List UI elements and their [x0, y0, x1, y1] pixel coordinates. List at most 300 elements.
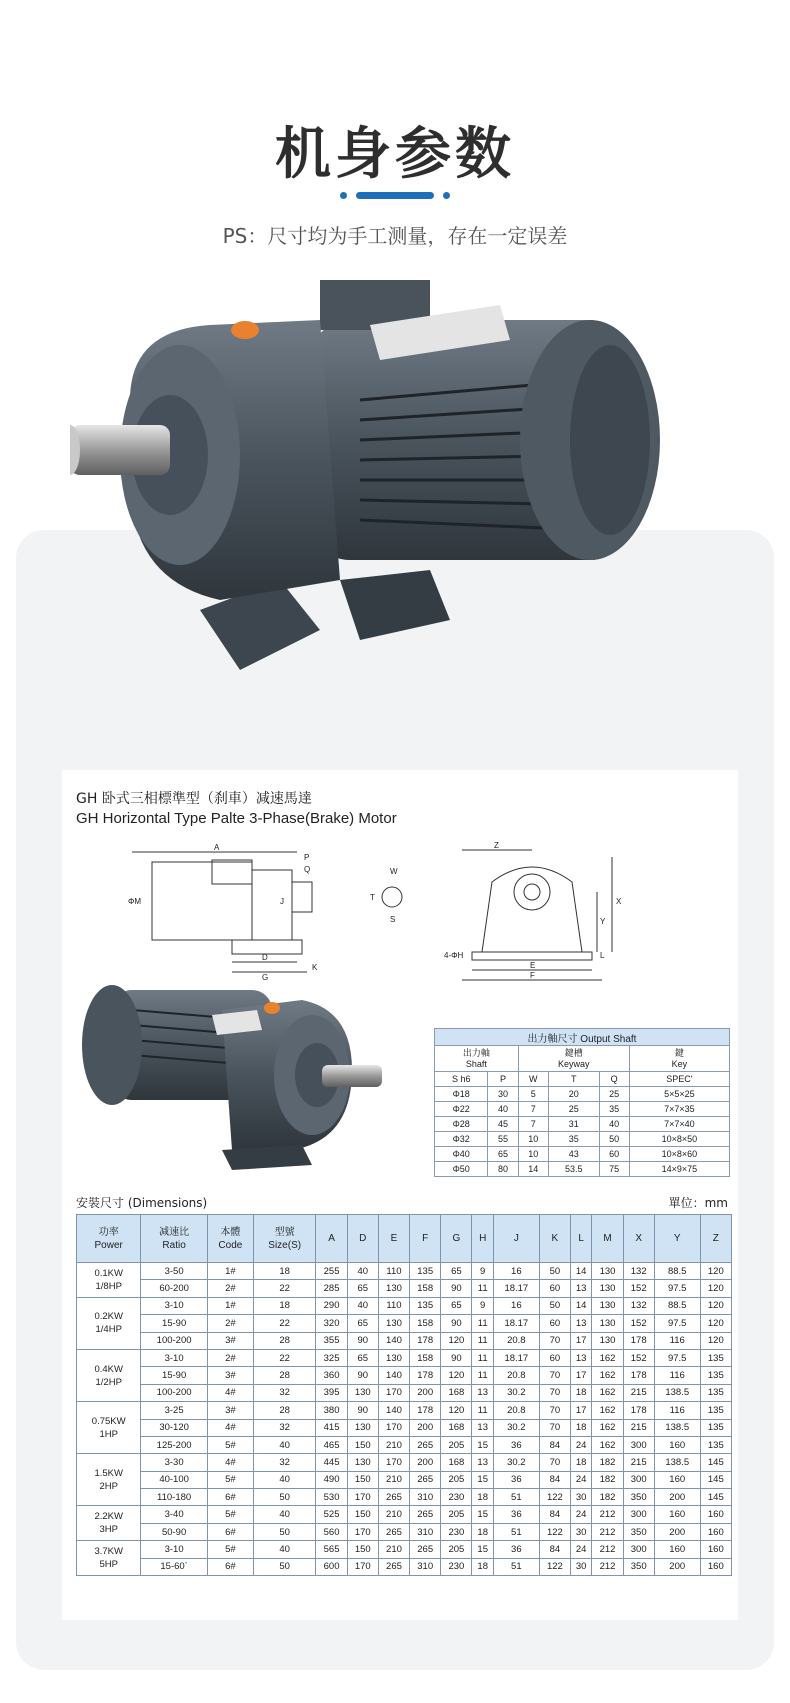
table-cell: 135: [700, 1367, 731, 1384]
power-cell: [77, 1454, 141, 1506]
table-cell: 65: [347, 1280, 378, 1297]
table-cell: 24: [570, 1436, 591, 1453]
table-cell: 18.17: [493, 1315, 539, 1332]
table-cell: 10: [518, 1132, 548, 1147]
table-cell: 290: [316, 1297, 347, 1314]
power-cell: [77, 1541, 141, 1576]
table-cell: 90: [441, 1280, 472, 1297]
table-row: [435, 1132, 730, 1147]
table-cell: 80: [488, 1162, 518, 1177]
table-cell: 6#: [207, 1523, 253, 1540]
drawing-label: ΦM: [128, 897, 142, 906]
table-cell: 490: [316, 1471, 347, 1488]
table-cell: 130: [378, 1315, 409, 1332]
table-cell: 70: [539, 1419, 570, 1436]
column-header-cn: A: [328, 1233, 335, 1244]
table-cell: 90: [441, 1315, 472, 1332]
table-cell: 360: [316, 1367, 347, 1384]
table-row: [77, 1558, 732, 1575]
table-cell: 130: [592, 1263, 623, 1280]
table-cell: 210: [378, 1541, 409, 1558]
table-cell: 11: [472, 1280, 493, 1297]
sheet-title-en: GH Horizontal Type Palte 3-Phase(Brake) Motor: [76, 810, 397, 827]
table-cell: 9: [472, 1263, 493, 1280]
table-cell: 140: [378, 1367, 409, 1384]
table-cell: 50: [539, 1263, 570, 1280]
column-header-en: Size(S): [268, 1239, 302, 1251]
table-cell: 395: [316, 1384, 347, 1401]
table-row: [435, 1102, 730, 1117]
column-header: [623, 1215, 654, 1263]
shaft-group-header: 出力軸 Shaft: [435, 1046, 519, 1072]
table-cell: 160: [654, 1471, 700, 1488]
table-cell: 325: [316, 1349, 347, 1366]
power-hp: 1/2HP: [95, 1376, 122, 1388]
column-header: [700, 1215, 731, 1263]
table-cell: 350: [623, 1523, 654, 1540]
table-cell: 14: [570, 1297, 591, 1314]
table-cell: 205: [441, 1436, 472, 1453]
table-cell: 110-180: [141, 1489, 207, 1506]
table-cell: 152: [623, 1349, 654, 1366]
table-cell: 30.2: [493, 1384, 539, 1401]
power-kw: 1.5KW: [94, 1467, 123, 1479]
table-cell: 162: [592, 1349, 623, 1366]
table-cell: 28: [253, 1367, 316, 1384]
table-cell: 130: [378, 1280, 409, 1297]
table-cell: 30: [570, 1489, 591, 1506]
table-cell: 40: [253, 1436, 316, 1453]
table-cell: 355: [316, 1332, 347, 1349]
drawing-label: A: [214, 843, 220, 852]
table-cell: 120: [700, 1297, 731, 1314]
column-header-cn: J: [513, 1233, 519, 1244]
column-header: [539, 1215, 570, 1263]
column-header: [441, 1215, 472, 1263]
power-hp: 2HP: [99, 1480, 118, 1492]
table-cell: 15-90: [141, 1367, 207, 1384]
column-header-en: Power: [94, 1239, 123, 1251]
drawing-label: X: [616, 897, 622, 906]
power-cell: [77, 1349, 141, 1401]
table-cell: 90: [347, 1367, 378, 1384]
table-cell: 30: [488, 1087, 518, 1102]
table-cell: 178: [410, 1367, 441, 1384]
dimensions-label: 安裝尺寸 (Dimensions): [76, 1196, 208, 1210]
column-header: [378, 1215, 409, 1263]
table-cell: 20.8: [493, 1332, 539, 1349]
table-row: [77, 1384, 732, 1401]
table-cell: 212: [592, 1523, 623, 1540]
page-title: 机身参数: [275, 122, 515, 187]
table-cell: 16: [493, 1263, 539, 1280]
table-cell: 100-200: [141, 1384, 207, 1401]
table-cell: 18: [570, 1454, 591, 1471]
table-cell: 158: [410, 1349, 441, 1366]
table-row: [77, 1349, 732, 1366]
table-cell: 20.8: [493, 1402, 539, 1419]
table-cell: 525: [316, 1506, 347, 1523]
drawing-label: 4-ΦH: [444, 951, 464, 960]
table-cell: 162: [592, 1436, 623, 1453]
table-cell: 18.17: [493, 1349, 539, 1366]
table-cell: 15: [472, 1506, 493, 1523]
table-cell: 84: [539, 1471, 570, 1488]
table-cell: 55: [488, 1132, 518, 1147]
column-header-cn: F: [422, 1233, 429, 1244]
table-cell: 5#: [207, 1471, 253, 1488]
column-header-cn: L: [578, 1233, 584, 1244]
table-cell: 15: [472, 1436, 493, 1453]
shaft-column-header: S h6: [435, 1072, 488, 1087]
table-cell: 11: [472, 1349, 493, 1366]
drawing-label: P: [304, 853, 310, 862]
column-header-cn: Y: [673, 1233, 681, 1244]
table-cell: 30: [570, 1523, 591, 1540]
table-cell: 32: [253, 1384, 316, 1401]
power-hp: 1/8HP: [95, 1280, 122, 1292]
table-cell: 70: [539, 1332, 570, 1349]
table-cell: 125-200: [141, 1436, 207, 1453]
column-header-cn: M: [603, 1233, 612, 1244]
table-cell: 25: [599, 1087, 629, 1102]
table-cell: 200: [654, 1523, 700, 1540]
table-cell: 90: [347, 1402, 378, 1419]
table-cell: 65: [347, 1349, 378, 1366]
table-cell: 36: [493, 1471, 539, 1488]
table-cell: 135: [700, 1384, 731, 1401]
table-cell: 2#: [207, 1315, 253, 1332]
column-header: [316, 1215, 347, 1263]
table-cell: 70: [539, 1454, 570, 1471]
table-cell: 158: [410, 1315, 441, 1332]
drawing-label: D: [262, 953, 268, 962]
power-kw: 0.1KW: [94, 1267, 123, 1279]
table-cell: 3-10: [141, 1349, 207, 1366]
table-cell: 7: [518, 1117, 548, 1132]
sheet-title-cn: GH 卧式三相標準型（刹車）减速馬達: [76, 791, 312, 807]
table-cell: 265: [410, 1506, 441, 1523]
table-cell: 18.17: [493, 1280, 539, 1297]
table-cell: 150: [347, 1471, 378, 1488]
table-cell: 13: [570, 1315, 591, 1332]
table-cell: 51: [493, 1523, 539, 1540]
table-cell: 265: [410, 1471, 441, 1488]
table-cell: 200: [410, 1419, 441, 1436]
table-cell: 168: [441, 1454, 472, 1471]
table-cell: 3#: [207, 1332, 253, 1349]
table-cell: 300: [623, 1541, 654, 1558]
table-cell: 380: [316, 1402, 347, 1419]
table-cell: 265: [410, 1436, 441, 1453]
table-cell: 15-60`: [141, 1558, 207, 1575]
table-cell: 265: [378, 1558, 409, 1575]
table-cell: 145: [700, 1489, 731, 1506]
table-cell: 465: [316, 1436, 347, 1453]
table-cell: 530: [316, 1489, 347, 1506]
table-cell: 415: [316, 1419, 347, 1436]
power-hp: 1HP: [99, 1428, 118, 1440]
table-cell: 4#: [207, 1384, 253, 1401]
table-cell: 3-10: [141, 1541, 207, 1558]
table-cell: 5×5×25: [629, 1087, 729, 1102]
table-cell: 18: [472, 1523, 493, 1540]
table-cell: 116: [654, 1367, 700, 1384]
table-cell: 300: [623, 1471, 654, 1488]
table-cell: 182: [592, 1454, 623, 1471]
table-cell: 120: [700, 1315, 731, 1332]
table-cell: 300: [623, 1506, 654, 1523]
power-kw: 3.7KW: [94, 1546, 123, 1558]
drawing-label: L: [600, 951, 605, 960]
table-cell: 160: [700, 1541, 731, 1558]
table-cell: 60: [539, 1280, 570, 1297]
table-cell: 20.8: [493, 1367, 539, 1384]
column-header: [570, 1215, 591, 1263]
table-cell: 200: [654, 1558, 700, 1575]
divider-bar: [356, 192, 434, 199]
column-header-cn: E: [390, 1233, 398, 1244]
table-cell: 300: [623, 1436, 654, 1453]
table-cell: 145: [700, 1454, 731, 1471]
table-cell: 5: [518, 1087, 548, 1102]
table-cell: 18: [570, 1419, 591, 1436]
table-cell: 24: [570, 1506, 591, 1523]
table-cell: 135: [700, 1419, 731, 1436]
table-cell: 14×9×75: [629, 1162, 729, 1177]
drawing-label: T: [370, 893, 375, 902]
table-cell: 18: [472, 1489, 493, 1506]
table-cell: 170: [378, 1384, 409, 1401]
column-header: [253, 1215, 316, 1263]
table-cell: 170: [347, 1523, 378, 1540]
table-row: [77, 1471, 732, 1488]
table-cell: 70: [539, 1384, 570, 1401]
table-row: [435, 1087, 730, 1102]
table-cell: 3-10: [141, 1297, 207, 1314]
table-cell: 116: [654, 1402, 700, 1419]
table-cell: 138.5: [654, 1454, 700, 1471]
table-cell: 7: [518, 1102, 548, 1117]
table-cell: 120: [700, 1332, 731, 1349]
table-cell: 16: [493, 1297, 539, 1314]
table-row: [77, 1263, 732, 1280]
table-cell: 2#: [207, 1349, 253, 1366]
table-cell: 6#: [207, 1558, 253, 1575]
table-cell: 90: [347, 1332, 378, 1349]
table-cell: 210: [378, 1471, 409, 1488]
table-cell: 132: [623, 1263, 654, 1280]
power-cell: [77, 1263, 141, 1298]
table-row: [77, 1541, 732, 1558]
table-cell: 122: [539, 1489, 570, 1506]
table-cell: 97.5: [654, 1315, 700, 1332]
title-divider: [340, 190, 450, 200]
column-header: [493, 1215, 539, 1263]
table-cell: 150: [347, 1436, 378, 1453]
table-row: [77, 1436, 732, 1453]
table-cell: 10: [518, 1147, 548, 1162]
table-cell: 170: [347, 1558, 378, 1575]
table-cell: 138.5: [654, 1384, 700, 1401]
table-cell: 60-200: [141, 1280, 207, 1297]
table-cell: 22: [253, 1315, 316, 1332]
power-hp: 3HP: [99, 1524, 118, 1536]
table-cell: 18: [253, 1263, 316, 1280]
table-cell: 53.5: [548, 1162, 599, 1177]
table-cell: 178: [623, 1332, 654, 1349]
power-cell: [77, 1506, 141, 1541]
table-cell: 200: [410, 1454, 441, 1471]
table-cell: 162: [592, 1367, 623, 1384]
table-cell: 65: [347, 1315, 378, 1332]
table-cell: 45: [488, 1117, 518, 1132]
table-cell: 350: [623, 1489, 654, 1506]
table-cell: 35: [548, 1132, 599, 1147]
table-cell: 18: [472, 1558, 493, 1575]
table-cell: 178: [623, 1367, 654, 1384]
table-cell: 15: [472, 1471, 493, 1488]
table-cell: 5#: [207, 1506, 253, 1523]
table-cell: 30-120: [141, 1419, 207, 1436]
table-cell: 200: [410, 1384, 441, 1401]
table-cell: Φ40: [435, 1147, 488, 1162]
table-cell: 97.5: [654, 1280, 700, 1297]
power-kw: 0.75KW: [91, 1415, 126, 1427]
table-cell: 122: [539, 1558, 570, 1575]
column-header: [207, 1215, 253, 1263]
drawing-label: Z: [494, 842, 499, 850]
power-hp: 1/4HP: [95, 1324, 122, 1336]
table-cell: 158: [410, 1280, 441, 1297]
table-cell: 110: [378, 1297, 409, 1314]
dimensions-table-header: [77, 1215, 732, 1263]
table-cell: 43: [548, 1147, 599, 1162]
shaft-column-headers: [435, 1072, 730, 1087]
table-cell: 24: [570, 1471, 591, 1488]
table-cell: 65: [488, 1147, 518, 1162]
table-cell: 65: [441, 1263, 472, 1280]
table-cell: 51: [493, 1489, 539, 1506]
table-cell: 35: [599, 1102, 629, 1117]
column-header: [410, 1215, 441, 1263]
table-cell: 130: [592, 1315, 623, 1332]
table-cell: 130: [347, 1419, 378, 1436]
table-cell: 5#: [207, 1436, 253, 1453]
table-cell: 30.2: [493, 1454, 539, 1471]
table-cell: 135: [410, 1263, 441, 1280]
drawing-label: J: [280, 897, 284, 906]
table-cell: 135: [410, 1297, 441, 1314]
table-row: [77, 1332, 732, 1349]
table-cell: 3-50: [141, 1263, 207, 1280]
table-cell: 230: [441, 1558, 472, 1575]
table-cell: 135: [700, 1402, 731, 1419]
table-row: [435, 1117, 730, 1132]
table-cell: 160: [654, 1436, 700, 1453]
drawing-label: G: [262, 973, 269, 982]
table-cell: 60: [539, 1349, 570, 1366]
table-row: [77, 1454, 732, 1471]
table-cell: 132: [623, 1297, 654, 1314]
column-header-cn: K: [551, 1233, 559, 1244]
table-cell: 150: [347, 1541, 378, 1558]
table-cell: 11: [472, 1315, 493, 1332]
table-cell: 178: [410, 1332, 441, 1349]
table-cell: 7×7×35: [629, 1102, 729, 1117]
power-kw: 0.4KW: [94, 1363, 123, 1375]
table-cell: 160: [700, 1558, 731, 1575]
table-cell: 140: [378, 1332, 409, 1349]
table-cell: 11: [472, 1402, 493, 1419]
table-cell: 122: [539, 1523, 570, 1540]
table-row: [435, 1162, 730, 1177]
table-cell: 13: [472, 1419, 493, 1436]
table-row: [77, 1506, 732, 1523]
table-cell: 178: [410, 1402, 441, 1419]
table-cell: 565: [316, 1541, 347, 1558]
dimension-drawings: [122, 842, 742, 982]
table-cell: 84: [539, 1506, 570, 1523]
table-row: [77, 1489, 732, 1506]
table-cell: 36: [493, 1541, 539, 1558]
page-header: [0, 0, 790, 260]
keyway-group-header: 鍵槽 Keyway: [518, 1046, 629, 1072]
column-header-cn: G: [452, 1233, 461, 1244]
table-cell: 14: [570, 1263, 591, 1280]
table-cell: 14: [518, 1162, 548, 1177]
shaft-column-header: W: [518, 1072, 548, 1087]
table-cell: 17: [570, 1332, 591, 1349]
table-cell: 168: [441, 1384, 472, 1401]
shaft-column-header: T: [548, 1072, 599, 1087]
table-row: [77, 1523, 732, 1540]
table-cell: 182: [592, 1471, 623, 1488]
table-cell: 36: [493, 1436, 539, 1453]
divider-dot-right: [443, 192, 450, 199]
table-row: [77, 1315, 732, 1332]
spec-sheet: [62, 770, 738, 1620]
table-cell: Φ50: [435, 1162, 488, 1177]
table-cell: 84: [539, 1541, 570, 1558]
drawing-label: E: [530, 961, 536, 970]
table-cell: 1#: [207, 1263, 253, 1280]
table-cell: 10×8×50: [629, 1132, 729, 1147]
table-cell: 445: [316, 1454, 347, 1471]
output-shaft-table: [434, 1028, 730, 1177]
table-row: [77, 1419, 732, 1436]
table-cell: 4#: [207, 1419, 253, 1436]
power-cell: [77, 1297, 141, 1349]
table-cell: 162: [592, 1419, 623, 1436]
table-cell: 18: [570, 1384, 591, 1401]
table-cell: 200: [654, 1489, 700, 1506]
table-cell: 1#: [207, 1297, 253, 1314]
drawing-label: S: [390, 915, 396, 924]
table-cell: 160: [700, 1523, 731, 1540]
power-kw: 2.2KW: [94, 1511, 123, 1523]
column-header: [347, 1215, 378, 1263]
table-cell: 25: [548, 1102, 599, 1117]
table-cell: 152: [623, 1315, 654, 1332]
table-cell: Φ18: [435, 1087, 488, 1102]
table-cell: 11: [472, 1367, 493, 1384]
column-header-cn: Z: [712, 1233, 719, 1244]
table-cell: 3-30: [141, 1454, 207, 1471]
shaft-column-header: Q: [599, 1072, 629, 1087]
column-header-cn: 本體: [220, 1226, 241, 1238]
table-cell: 120: [700, 1263, 731, 1280]
